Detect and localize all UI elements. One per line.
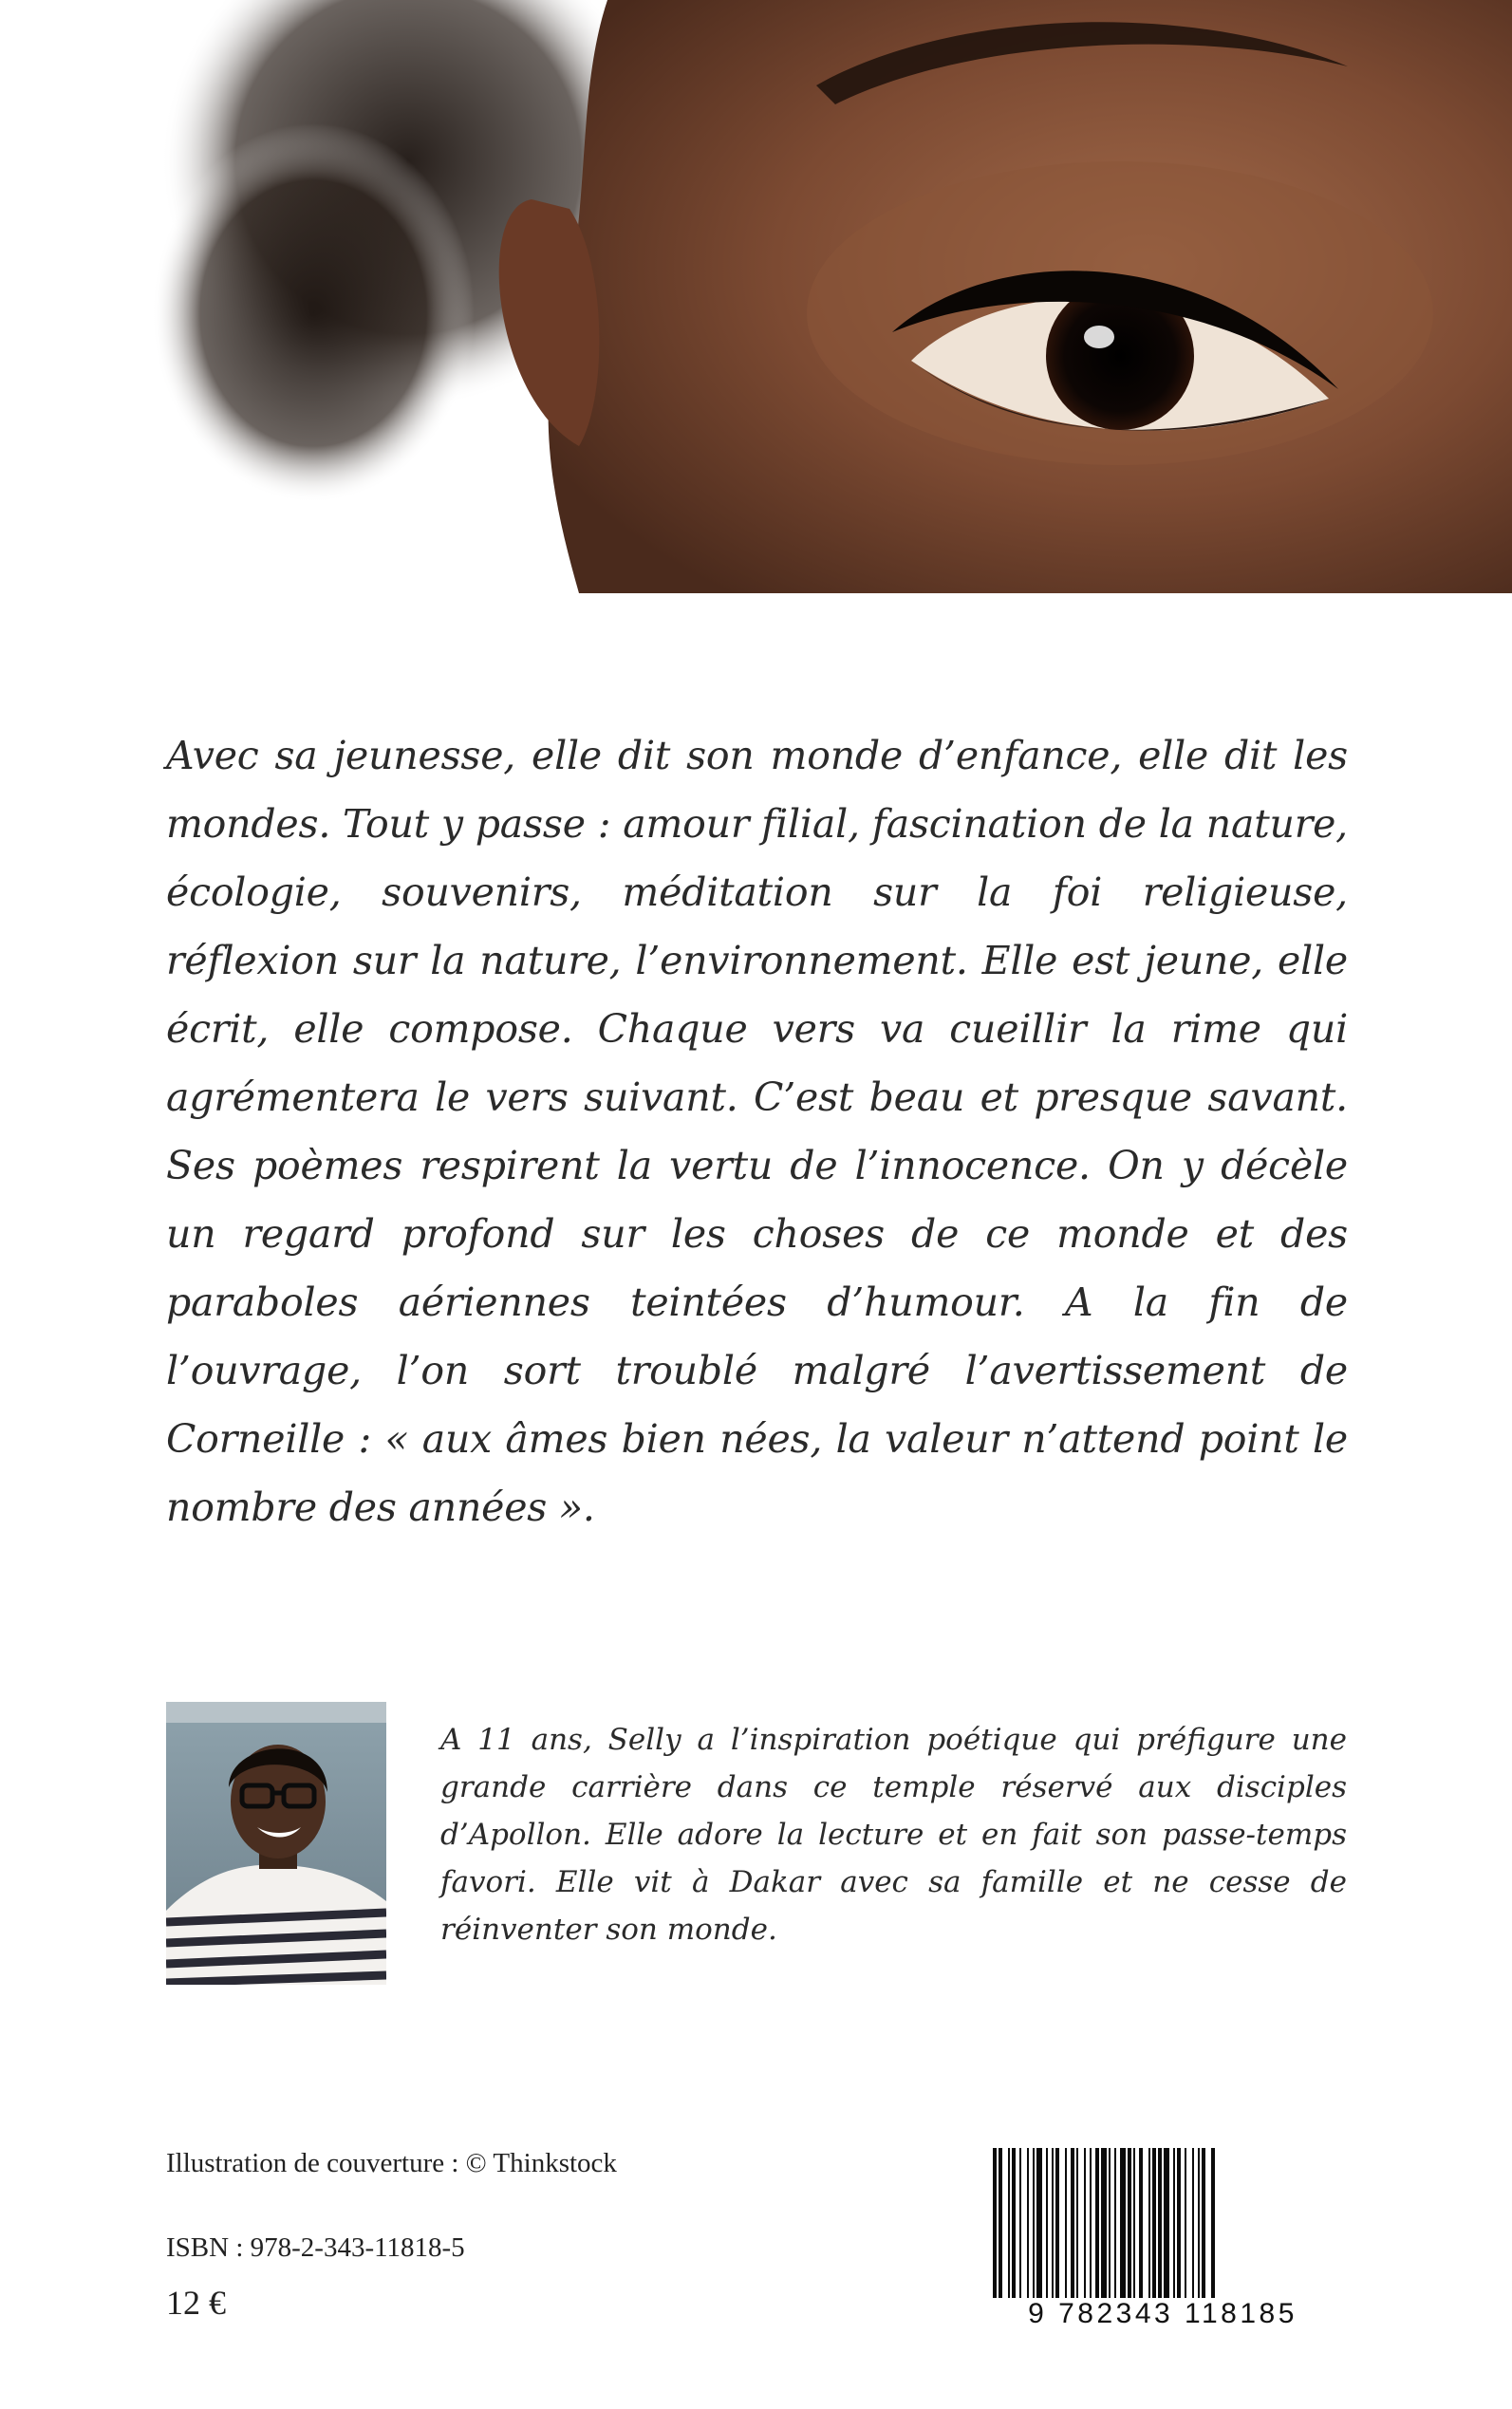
price: 12 € — [166, 2284, 226, 2322]
back-cover-blurb: Avec sa jeunesse, elle dit son monde d’enfance, elle dit les mondes. Tout y passe : amour filial, fascination de la nature, écologie, souvenirs, méditation sur la foi religieuse, réflexion sur la nature, l’environnement. Elle est jeune, elle écrit, elle compose. Chaque vers va cueillir la rime qui agrémentera le vers suivant. C’est beau et presque savant. Ses poèmes respirent la vertu de l’innocence. On y décèle un regard profond sur les choses de ce monde et des paraboles aériennes teintées d’humour. A la fin de l’ouvrage, l’on sort troublé malgré l’avertissement de Corneille : « aux âmes bien nées, la valeur n’attend point le nombre des années ». — [166, 733, 1348, 1530]
illustration-credit: Illustration de couverture : © Thinkstock — [166, 2148, 617, 2178]
cover-eye-photo — [0, 0, 1512, 593]
barcode — [987, 2148, 1338, 2329]
author-bio: A 11 ans, Selly a l’inspiration poétique qui préfigure une grande carrière dans ce temple réservé aux disciples d’Apollon. Elle adore la lecture et en fait son passe-temps favori. Elle vit à Dakar avec sa famille et ne cesse de réinventer son monde. — [440, 1723, 1347, 1947]
author-portrait-photo-icon — [166, 1702, 386, 1985]
close-up-eye-photo-icon — [0, 0, 1512, 593]
barcode-digits: 9 782343 118185 — [987, 2298, 1338, 2330]
ean13-barcode-icon — [987, 2148, 1338, 2319]
author-photo — [166, 1702, 386, 1985]
isbn: ISBN : 978-2-343-11818-5 — [166, 2232, 465, 2263]
